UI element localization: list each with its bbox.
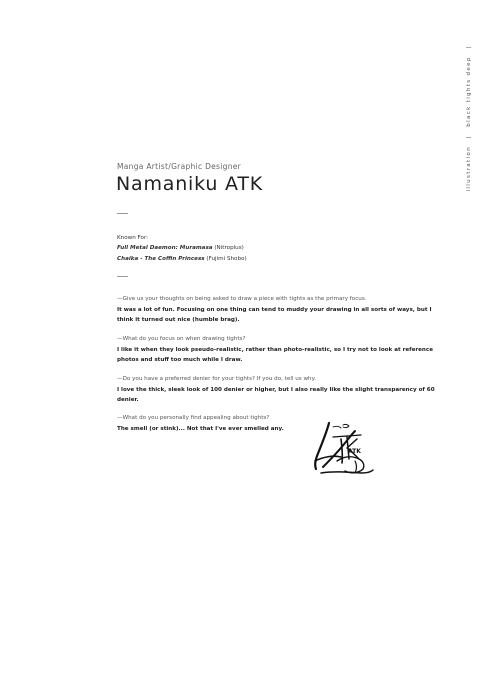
interview-answer: The smell (or stink)... Not that I've ever smelled any. <box>117 425 284 432</box>
interview-question: —What do you personally find appealing about tights? <box>117 415 270 421</box>
artist-signature <box>311 417 379 479</box>
interview-question: —What do you focus on when drawing tights? <box>117 336 246 342</box>
interview-item <box>117 374 435 406</box>
artist-role: Manga Artist/Graphic Designer <box>117 162 242 171</box>
work-title: Chaika - The Coffin Princess <box>117 255 205 262</box>
work-publisher: (Nitroplus) <box>214 245 244 252</box>
side-label-black-tights-deep: black tights deep <box>466 56 472 127</box>
signature-text: ATK <box>348 448 361 455</box>
interview-question: —Do you have a preferred denier for your tights? If you do, tell us why. <box>117 376 316 382</box>
known-for-work <box>117 243 247 253</box>
side-section-label <box>462 40 476 200</box>
known-for-section <box>117 233 247 264</box>
interview-item <box>117 334 435 366</box>
interview-answer: It was a lot of fun. Focusing on one thing can tend to muddy your drawing in all sorts of ways, but I think it turned out nice (humble brag). <box>117 306 432 323</box>
interview-answer: I love the thick, sleek look of 100 denier or higher, but I also really like the slight transparency of 60 denier. <box>117 386 435 403</box>
work-publisher: (Fujimi Shobo) <box>206 255 247 262</box>
side-label-separator: | <box>466 134 472 138</box>
known-for-work <box>117 254 247 264</box>
known-for-label: Known For: <box>117 235 149 241</box>
side-label-illustration: illustration <box>466 146 472 192</box>
divider <box>117 213 128 214</box>
interview-item <box>117 413 435 434</box>
artist-name: Namaniku ATK <box>116 173 264 195</box>
side-label-separator-end: | <box>466 45 472 49</box>
divider <box>117 276 128 277</box>
interview-question: —Give us your thoughts on being asked to draw a piece with tights as the primary focus. <box>117 296 367 302</box>
work-title: Full Metal Daemon: Muramasa <box>117 245 213 252</box>
interview-answer: I like it when they look pseudo-realistic, rather than photo-realistic, so I try not to look at reference photos and stuff too much while I draw. <box>117 346 434 363</box>
interview-item <box>117 294 435 326</box>
